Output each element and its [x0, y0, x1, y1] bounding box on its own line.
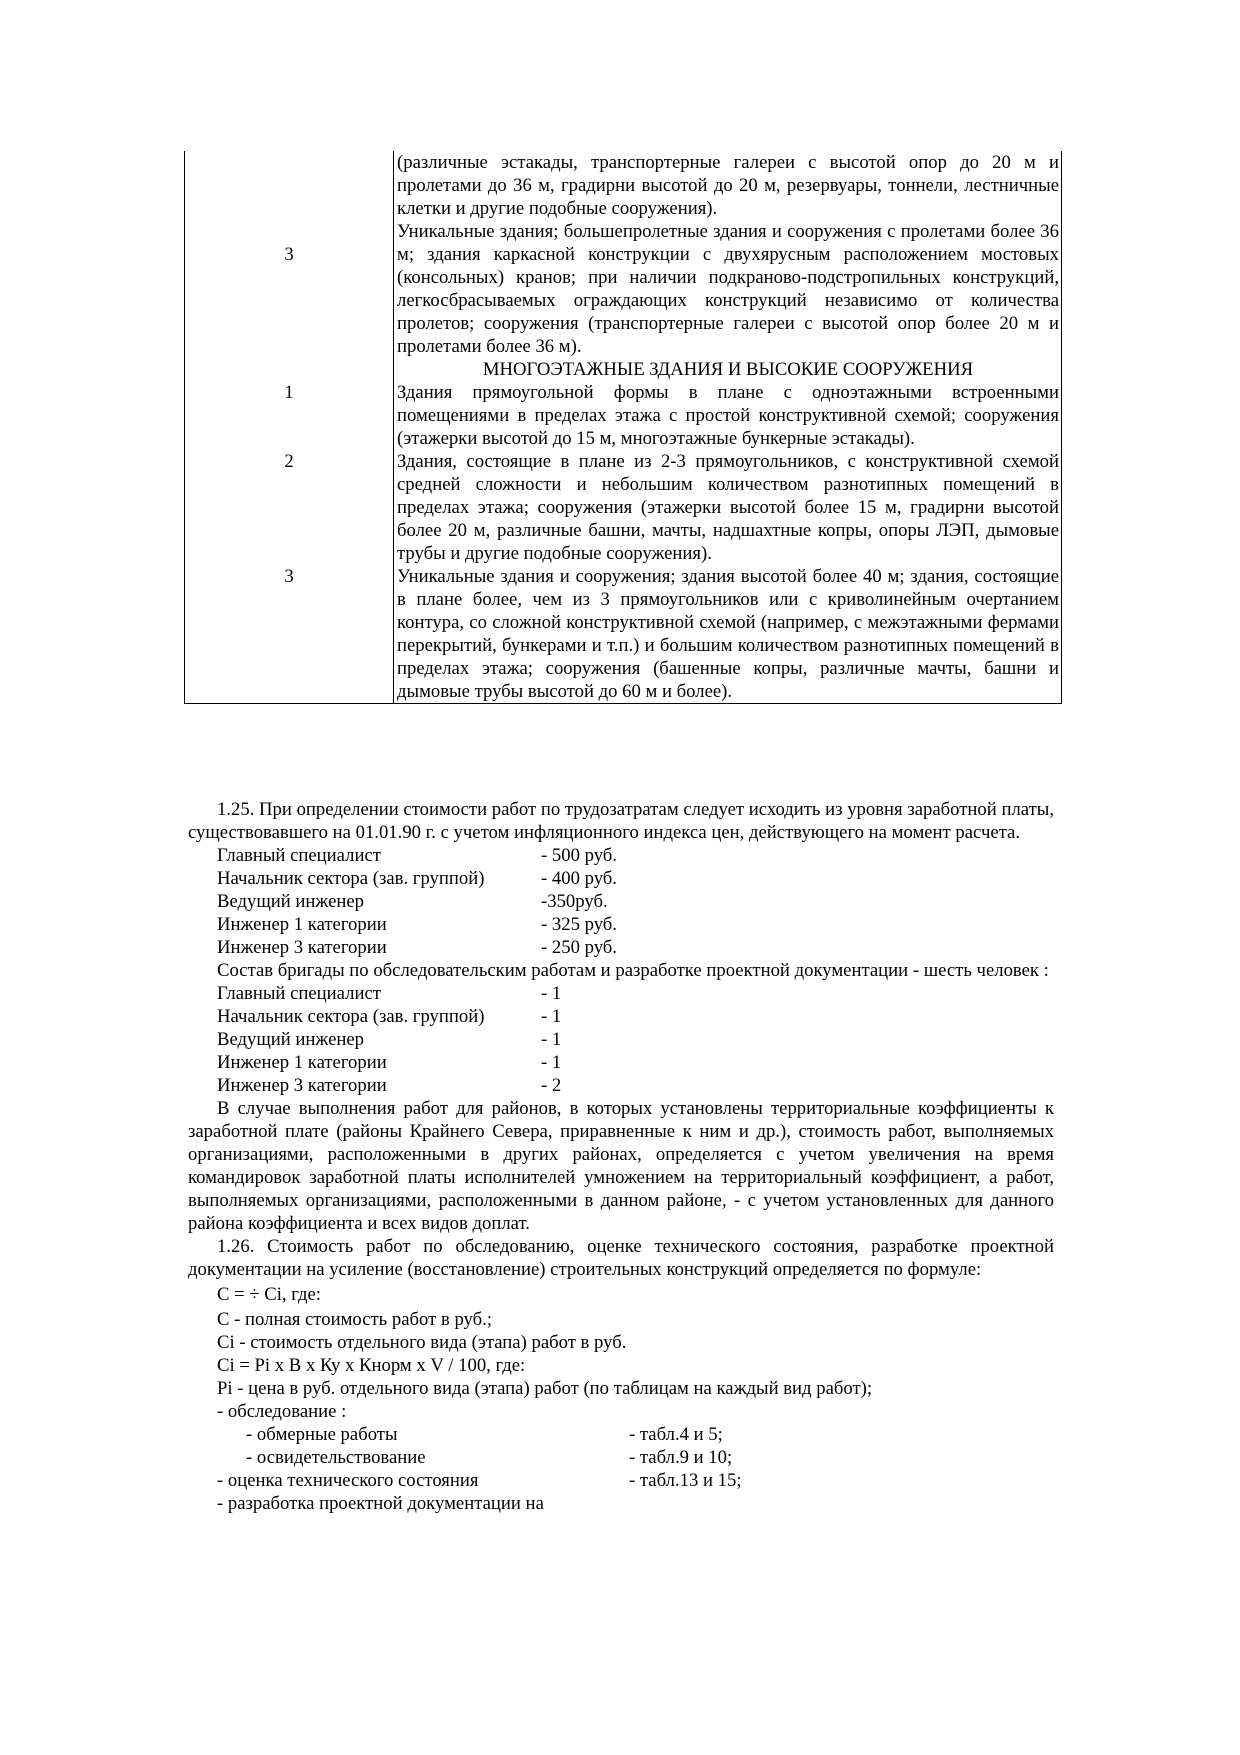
list-item — [217, 1492, 1054, 1515]
formula-line: - обследование : — [217, 1401, 347, 1422]
paragraph-1-25: 1.25. При определении стоимости работ по трудозатратам следует исходить из уровня заработной платы, существовавшего на 01.01.90 г. с учетом инфляционного индекса цен, действующего на момент расчета. — [188, 799, 1054, 843]
headcount-value: - 1 — [541, 1006, 562, 1027]
formula-line: С = ÷ Сi, где: — [217, 1284, 322, 1305]
list-item — [217, 1446, 1054, 1469]
paragraph-regions: В случае выполнения работ для районов, в которых установлены территориальные коэффициенты к заработной плате (районы Крайнего Севера, приравненные к ним и др.), стоимость работ, выполняемых организациями, расположенными в других районах, определяется с учетом увеличения на время командировок заработной платы исполнителей умножением на территориальный коэффициент, а работ, выполняемых организациями, расположенными в данном районе, - с учетом установленных для данного района коэффициента и всех видов доплат. — [188, 1098, 1054, 1234]
category-number: 3 — [185, 565, 394, 704]
work-type-label: - разработка проектной документации на — [217, 1493, 544, 1514]
position-label: Главный специалист — [217, 845, 381, 866]
position-label: Начальник сектора (зав. группой) — [217, 868, 485, 889]
list-item — [217, 844, 1054, 867]
list-item — [217, 1028, 1054, 1051]
category-description: Уникальные здания и сооружения; здания высотой более 40 м; здания, состоящие в плане более, чем из 3 прямоугольников или с криволинейным очертанием контура, со сложной конструктивной схемой (например, с межэтажными фермами перекрытий, бункерами и т.п.) и большим количеством разнотипных помещений в пределах этажа; сооружения (башенные копры, различные мачты, башни и дымовые трубы высотой до 60 м и более). — [394, 565, 1062, 704]
position-label: Инженер 1 категории — [217, 1052, 387, 1073]
list-item — [217, 1074, 1054, 1097]
table-references — [188, 1423, 1054, 1515]
formula-line: Сi = Рi х В х Ку х Кнорм х V / 100, где: — [217, 1355, 526, 1376]
table-row — [185, 151, 1062, 220]
category-number — [185, 151, 394, 220]
table-row — [185, 220, 1062, 358]
category-number: 3 — [185, 220, 394, 358]
category-description: Здания прямоугольной формы в плане с одноэтажными встроенными помещениями в пределах этажа с простой конструктивной схемой; сооружения (этажерки высотой до 15 м, многоэтажные бункерные эстакады). — [394, 381, 1062, 450]
headcount-value: - 2 — [541, 1075, 562, 1096]
category-number — [185, 358, 394, 381]
salary-value: - 250 руб. — [541, 937, 617, 958]
brigade-list — [188, 982, 1054, 1097]
headcount-value: - 1 — [541, 983, 562, 1004]
list-item — [217, 1051, 1054, 1074]
category-description: Уникальные здания; большепролетные здания и сооружения с пролетами более 36 м; здания каркасной конструкции с двухярусным расположением мостовых (консольных) кранов; при наличии подкраново-подстропильных конструкций, легкосбрасываемых ограждающих конструкций независимо от количества пролетов; сооружения (транспортерные галереи с высотой опор более 20 м и пролетами более 36 м). — [394, 220, 1062, 358]
table-reference: - табл.13 и 15; — [629, 1470, 742, 1491]
work-type-label: - оценка технического состояния — [217, 1470, 479, 1491]
position-label: Ведущий инженер — [217, 891, 365, 912]
position-label: Главный специалист — [217, 983, 381, 1004]
headcount-value: - 1 — [541, 1029, 562, 1050]
table-row — [185, 358, 1062, 381]
list-item — [217, 982, 1054, 1005]
section-heading: МНОГОЭТАЖНЫЕ ЗДАНИЯ И ВЫСОКИЕ СООРУЖЕНИЯ — [394, 358, 1062, 381]
formula-line: Сi - стоимость отдельного вида (этапа) работ в руб. — [217, 1332, 627, 1353]
position-label: Инженер 1 категории — [217, 914, 387, 935]
table-row — [185, 381, 1062, 450]
list-item — [217, 1005, 1054, 1028]
table-reference: - табл.4 и 5; — [629, 1424, 723, 1445]
position-label: Инженер 3 категории — [217, 1075, 387, 1096]
category-number: 1 — [185, 381, 394, 450]
position-label: Начальник сектора (зав. группой) — [217, 1006, 485, 1027]
salary-value: -350руб. — [541, 891, 608, 912]
table-reference: - табл.9 и 10; — [629, 1447, 733, 1468]
salary-value: - 400 руб. — [541, 868, 617, 889]
category-description: Здания, состоящие в плане из 2-3 прямоугольников, с конструктивной схемой средней сложности и небольшим количеством разнотипных помещений в пределах этажа; сооружения (этажерки высотой более 15 м, градирни высотой более 20 м, различные башни, мачты, надшахтные копры, опоры ЛЭП, дымовые трубы и другие подобные сооружения). — [394, 450, 1062, 565]
table-row — [185, 565, 1062, 704]
list-item — [217, 867, 1054, 890]
table-row — [185, 450, 1062, 565]
list-item — [217, 890, 1054, 913]
list-item — [217, 913, 1054, 936]
category-number: 2 — [185, 450, 394, 565]
work-type-label: - обмерные работы — [246, 1424, 398, 1445]
complexity-table — [184, 151, 1062, 704]
salary-value: - 500 руб. — [541, 845, 617, 866]
salary-list — [188, 844, 1054, 959]
work-type-label: - освидетельствование — [246, 1447, 426, 1468]
salary-value: - 325 руб. — [541, 914, 617, 935]
document-body — [188, 798, 1054, 1515]
position-label: Ведущий инженер — [217, 1029, 365, 1050]
formula-line: Рi - цена в руб. отдельного вида (этапа) работ (по таблицам на каждый вид работ); — [217, 1378, 873, 1399]
headcount-value: - 1 — [541, 1052, 562, 1073]
list-item — [217, 1469, 1054, 1492]
category-description: (различные эстакады, транспортерные галереи с высотой опор до 20 м и пролетами до 36 м, градирни высотой до 20 м, резервуары, тоннели, лестничные клетки и другие подобные сооружения). — [394, 151, 1062, 220]
list-item — [217, 936, 1054, 959]
paragraph-1-26: 1.26. Стоимость работ по обследованию, оценке технического состояния, разработке проектной документации на усиление (восстановление) строительных конструкций определяется по формуле: — [188, 1236, 1054, 1280]
brigade-intro: Состав бригады по обследовательским работам и разработке проектной документации - шесть человек : — [217, 960, 1049, 981]
list-item — [217, 1423, 1054, 1446]
position-label: Инженер 3 категории — [217, 937, 387, 958]
formula-line: С - полная стоимость работ в руб.; — [217, 1309, 493, 1330]
